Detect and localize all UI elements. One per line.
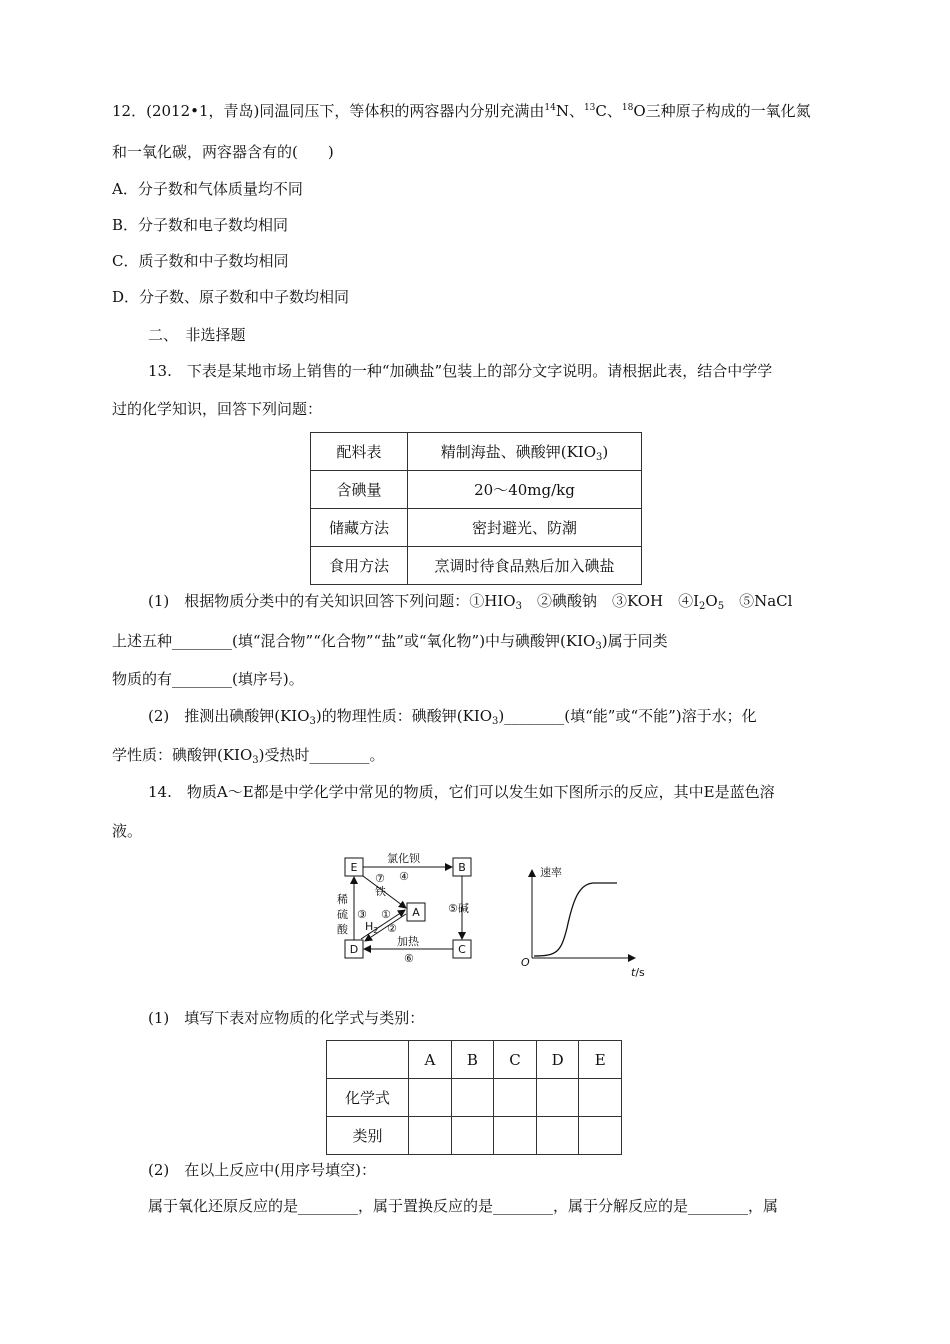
q12-option-c: C．质子数和中子数均相同 (112, 252, 289, 270)
table-cell: 食用方法 (311, 547, 408, 585)
q14-part2-fill-line: 属于氧化还原反应的是________，属于置换反应的是________，属于分解反应的是________，属 (148, 1197, 779, 1215)
table-cell: 配料表 (311, 433, 408, 471)
table-cell (451, 1079, 494, 1117)
label-bacl2: 氯化钡 (387, 852, 420, 865)
node-b (453, 858, 471, 876)
table-cell (409, 1079, 452, 1117)
table-cell: B (451, 1041, 494, 1079)
table-row (311, 471, 642, 509)
q13-part1-line1: (1) 根据物质分类中的有关知识回答下列问题：$①HIO_3$ ②碘酸钠 ③KOH $④I_2O_5$ ⑤NaCl (148, 592, 793, 612)
node-d-label: D (349, 943, 359, 956)
label-num7: ⑦ (375, 872, 385, 885)
iodized-salt-table (310, 432, 642, 585)
node-a-label: A (412, 906, 420, 919)
node-c (453, 940, 471, 958)
table-cell: 储藏方法 (311, 509, 408, 547)
node-d (345, 940, 363, 958)
q13-part2-line1: (2) 推测出碘酸钾$(KIO_3)$的物理性质：碘酸钾$(KIO_3)\_\_\_\_\_\_\_\_$(填“能”或“不能”)溶于水；化 (148, 707, 757, 727)
table-cell (494, 1079, 537, 1117)
label-heat: 加热 (397, 935, 419, 948)
label-dilute: 稀 (337, 893, 348, 906)
q14-stem-line2: 液。 (112, 822, 143, 840)
table-row (311, 433, 642, 471)
q12-stem-line2: 和一氧化碳，两容器含有的( ) (112, 143, 334, 161)
q13-part1-line3: 物质的有________(填序号)。 (112, 670, 304, 688)
label-acid: 酸 (337, 923, 348, 936)
q12-option-b: B．分子数和电子数均相同 (112, 216, 289, 234)
table-cell: 精制海盐、碘酸钾$(KIO_3)$ (408, 433, 642, 471)
table-cell: 烹调时待食品熟后加入碘盐 (408, 547, 642, 585)
table-cell (451, 1117, 494, 1155)
table-cell (536, 1079, 579, 1117)
table-cell (536, 1117, 579, 1155)
rate-graph-origin: O (521, 956, 530, 969)
table-row (327, 1041, 622, 1079)
node-e-label: E (350, 861, 358, 874)
table-row (311, 547, 642, 585)
table-row (327, 1117, 622, 1155)
table-cell (494, 1117, 537, 1155)
label-sulfuric: 硫 (337, 908, 348, 921)
table-cell: 密封避光、防潮 (408, 509, 642, 547)
node-a (407, 903, 425, 921)
rate-graph (521, 865, 645, 978)
node-e (345, 858, 363, 876)
table-row (327, 1079, 622, 1117)
table-cell: D (536, 1041, 579, 1079)
q14-part1: (1) 填写下表对应物质的化学式与类别： (148, 1009, 425, 1027)
section-heading: 二、 非选择题 (148, 326, 246, 344)
label-h2: $H_2$ (365, 920, 379, 935)
table-cell: E (579, 1041, 622, 1079)
node-b-label: B (458, 861, 466, 874)
table-cell: A (409, 1041, 452, 1079)
table-cell: 类别 (327, 1117, 409, 1155)
q13-part1-line2: 上述五种________(填“混合物”“化合物”“盐”或“氧化物”)中与碘酸钾$(KIO_3)$属于同类 (112, 632, 668, 652)
q12-stem-line1: 12．(2012•1，青岛)同温同压下，等体积的两容器内分别充满由$^{14}$N、$^{13}$C、$^{18}$O三种原子构成的一氧化氮 (112, 102, 811, 120)
table-row (311, 509, 642, 547)
q13-stem-line1: 13. 下表是某地市场上销售的一种“加碘盐”包装上的部分文字说明。请根据此表，结合中学学 (148, 362, 773, 380)
q14-stem-line1: 14. 物质A～E都是中学化学中常见的物质，它们可以发生如下图所示的反应，其中E是蓝色溶 (148, 783, 775, 801)
table-cell: 20～40mg/kg (408, 471, 642, 509)
table-cell: C (494, 1041, 537, 1079)
label-num4: ④ (399, 870, 409, 883)
reaction-diagram (335, 848, 655, 978)
q12-option-a: A．分子数和气体质量均不同 (112, 180, 303, 198)
q14-part2: (2) 在以上反应中(用序号填空)： (148, 1161, 376, 1179)
node-c-label: C (458, 943, 466, 956)
table-cell: 含碘量 (311, 471, 408, 509)
rate-graph-ylabel: 速率 (540, 866, 562, 879)
table-cell: 化学式 (327, 1079, 409, 1117)
label-num1: ① (381, 908, 391, 921)
label-fe: 铁 (375, 885, 386, 898)
rate-graph-xlabel: t/s (631, 966, 645, 978)
label-num3: ③ (357, 908, 367, 921)
table-cell (579, 1079, 622, 1117)
label-num5-base: ⑤碱 (448, 902, 469, 915)
q13-stem-line2: 过的化学知识，回答下列问题： (112, 400, 323, 418)
table-cell (327, 1041, 409, 1079)
table-cell (579, 1117, 622, 1155)
q13-part2-line2: 学性质：碘酸钾$(KIO_3)$受热时________。 (112, 746, 385, 766)
q12-option-d: D．分子数、原子数和中子数均相同 (112, 288, 350, 306)
substance-table (326, 1040, 622, 1155)
table-cell (409, 1117, 452, 1155)
label-num6: ⑥ (404, 952, 414, 965)
label-num2: ② (387, 922, 397, 935)
rate-curve (534, 883, 617, 956)
